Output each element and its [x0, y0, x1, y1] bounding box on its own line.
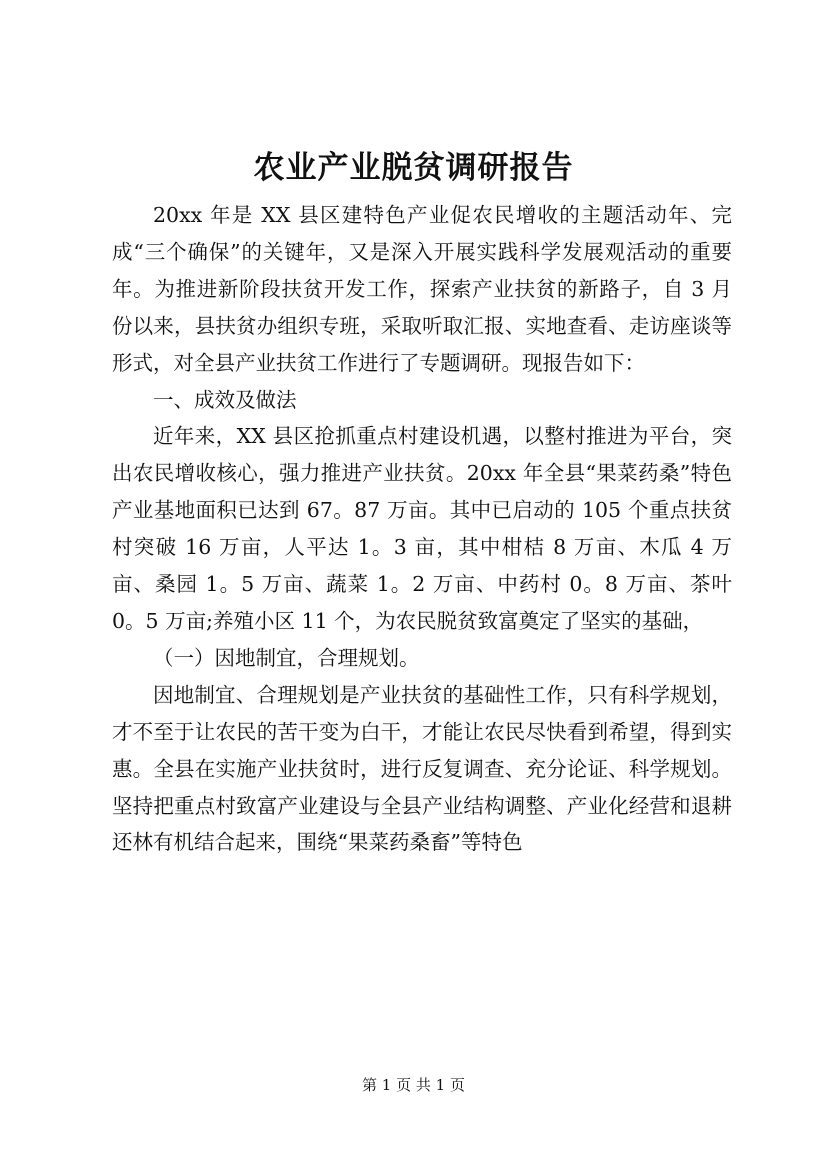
document-title: 农业产业脱贫调研报告 — [253, 150, 574, 186]
section-heading: 一、成效及做法 — [153, 387, 297, 412]
page-footer: 第 1 页 共 1 页 — [362, 1076, 465, 1094]
results-paragraph: 近年来，XX 县区抢抓重点村建设机遇，以整村推进为平台，突出农民增收核心，强力推进产业扶贫。20xx 年全县“果菜药桑”特色产业基地面积已达到 67。87 万亩。其中已启动的 105 个重点扶贫村突破 16 万亩，人平达 1。3 亩，其中柑桔 8 万亩、木瓜 4 万亩、桑园 1。5 万亩、蔬菜 1。2 万亩、中药村 0。8 万亩、茶叶 0。5 万亩;养殖小区 11 个，为农民脱贫致富奠定了坚实的基础， — [112, 424, 732, 633]
subsection-heading: （一）因地制宜，合理规划。 — [153, 645, 420, 670]
intro-paragraph: 20xx 年是 XX 县区建特色产业促农民增收的主题活动年、完成“三个确保”的关键年，又是深入开展实践科学发展观活动的重要年。为推进新阶段扶贫开发工作，探索产业扶贫的新路子，自 3 月份以来，县扶贫办组织专班，采取听取汇报、实地查看、走访座谈等形式，对全县产业扶贫工作进行了专题调研。现报告如下： — [112, 203, 732, 375]
document-body — [112, 197, 732, 861]
planning-paragraph: 因地制宜、合理规划是产业扶贫的基础性工作，只有科学规划，才不至于让农民的苦干变为白干，才能让农民尽快看到希望，得到实惠。全县在实施产业扶贫时，进行反复调查、充分论证、科学规划。坚持把重点村致富产业建设与全县产业结构调整、产业化经营和退耕还林有机结合起来，围绕“果菜药桑畜”等特色 — [112, 682, 732, 855]
